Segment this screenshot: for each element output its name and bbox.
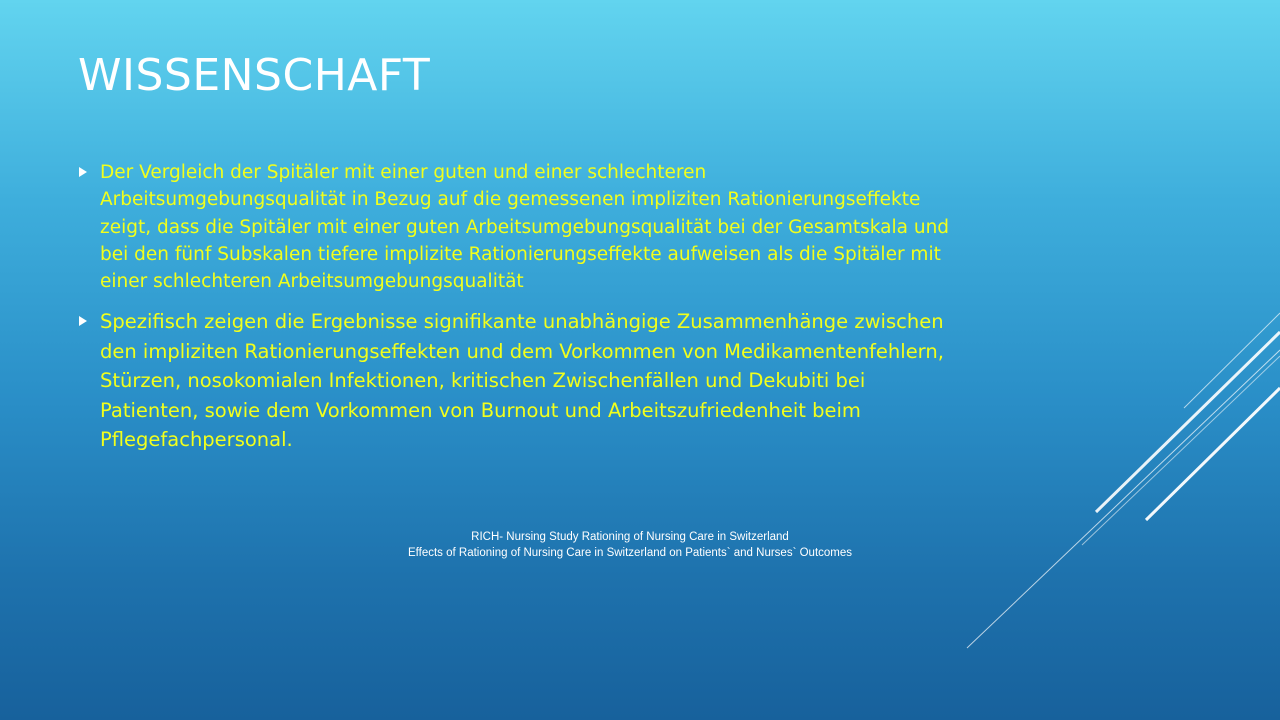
bullet-text: Der Vergleich der Spitäler mit einer guten und einer schlechteren Arbeitsumgebungsqualität in Bezug auf die gemessenen impliziten Rationierungseffekte zeigt, dass die Spitäler mit einer guten Arbeitsumgebungsqualität bei der Gesamtskala und bei den fünf Subskalen tiefere implizite Rationierungseffekte aufweisen als die Spitäler mit einer schlechteren Arbeitsumgebungsqualität <box>100 162 950 293</box>
deco-line <box>1184 313 1280 408</box>
deco-line <box>1096 332 1280 512</box>
triangle-bullet-icon <box>79 167 87 177</box>
bullet-item <box>76 159 956 295</box>
footer-line-study: RICH- Nursing Study Rationing of Nursing Care in Switzerland <box>471 531 789 543</box>
triangle-bullet-icon <box>79 316 87 326</box>
bullet-text: Spezifisch zeigen die Ergebnisse signifikante unabhängige Zusammenhänge zwischen den impliziten Rationierungseffekten und dem Vorkommen von Medikamentenfehlern, Stürzen, nosokomialen Infektionen, kritischen Zwischenfällen und Dekubiti bei Patienten, sowie dem Vorkommen von Burnout und Arbeitszufriedenheit beim Pflegefachpersonal. <box>100 310 944 452</box>
bullet-item <box>76 307 956 455</box>
slide-title: WISSENSCHAFT <box>78 50 431 101</box>
source-footer <box>280 530 980 561</box>
deco-line <box>967 350 1280 648</box>
footer-line-effects: Effects of Rationing of Nursing Care in Switzerland on Patients` and Nurses` Outcomes <box>407 546 853 559</box>
deco-line <box>1146 388 1280 520</box>
bullet-list <box>76 159 956 467</box>
deco-line <box>1082 356 1280 545</box>
